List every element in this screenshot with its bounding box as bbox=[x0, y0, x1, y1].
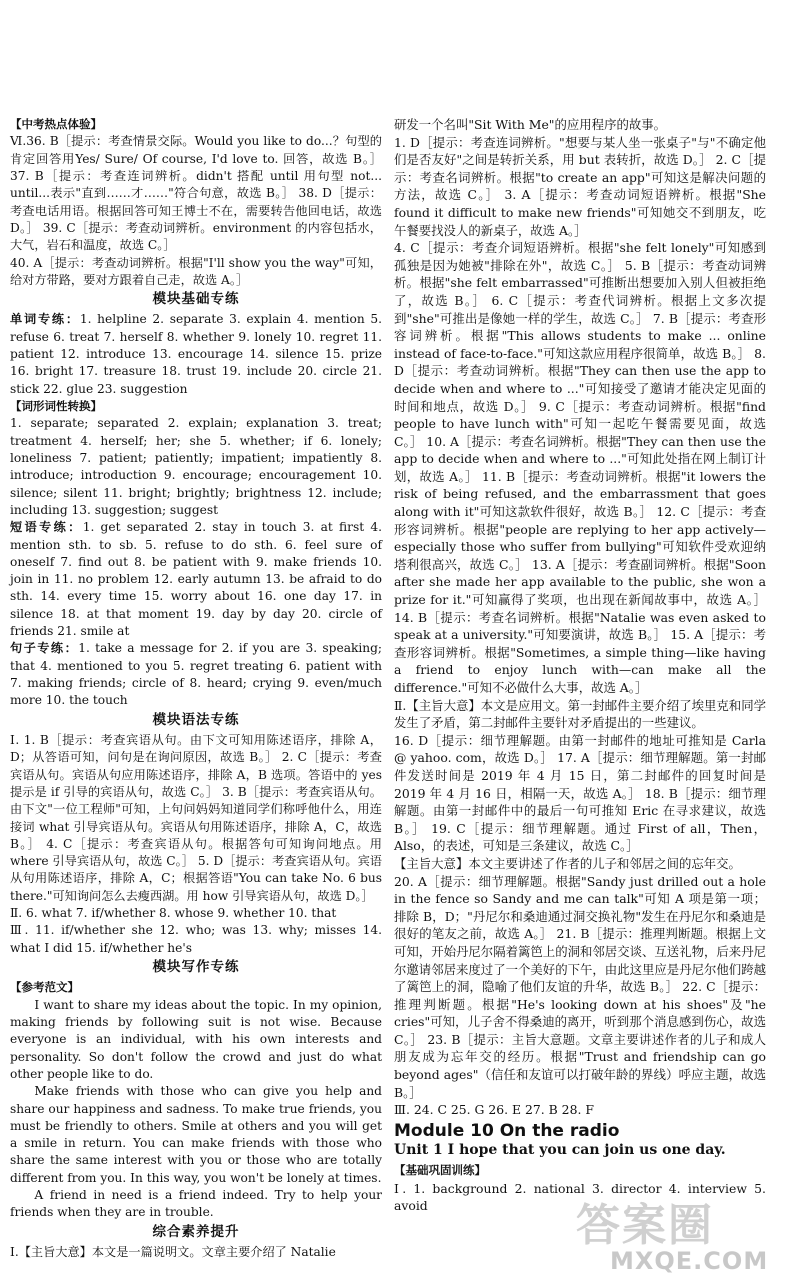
cloze-answers-1: 1. D［提示：考查连词辨析。"想要与某人坐一张桌子"与"不确定他们是否友好"之间是转折关系，用 but 表转折，故选 D。］ 2. C［提示：考查名词辨析。根据"to create an app"可知这是解决问题的方法，故选 C。］ 3. A［提示：考查动词短语辨析。根据"She found it difficult to make new friends"可知她交不到朋友，吃午餐要找没人的新桌子，故选 A。］ bbox=[394, 134, 766, 238]
reading-3-summary: 【主旨大意】本文主要讲述了作者的儿子和邻居之间的忘年交。 bbox=[394, 855, 741, 871]
hot-topic-tag: 【中考热点体验】 bbox=[10, 117, 102, 131]
watermark-text: 答案圈 bbox=[576, 1200, 714, 1251]
passage-summary-continued: 研发一个名叫"Sit With Me"的应用程序的故事。 bbox=[394, 117, 667, 132]
section-writing-title: 模块写作专练 bbox=[152, 959, 240, 975]
watermark-url: MXQE.COM bbox=[610, 1247, 769, 1275]
grammar-part-3: Ⅲ. 11. if/whether she 12. who; was 13. why; misses 14. what I did 15. if/whether he's bbox=[10, 923, 382, 955]
cloze-answers-2: 4. C［提示：考查介词短语辨析。根据"she felt lonely"可知感到孤独是因为她被"排除在外"，故选 C。］ 5. B［提示：考查动词辨析。根据"she felt embarrassed"可推断出想要加入别人但被拒绝了，故选 B。］ 6. C［提示：考查代词辨析。根据上文多次提到"she"可推出是像她一样的学生，故选 C。］ 7. B［提示：考查形容词辨析。根据"This allows students to make ... online instead of face-to-face."可知这款应用程序很简单，故选 B。］ 8. D［提示：考查动词辨析。根据"They can then use the app to decide when and where to ..."可知接受了邀请才能决定见面的时间和地点，故选 D。］ 9. C［提示：考查动词辨析。根据"find people to have lunch with"可知一起吃午餐需要见面，故选 C。］ 10. A［提示：考查名词辨析。根据"They can then use the app to decide when and where to ..."可知此处指在网上制订计划，故选 A。］ 11. B［提示：考查动词辨析。根据"it lowers the risk of being refused, and the embarrassment that goes along with it"可知这款软件很好，故选 B。］ 12. C［提示：考查形容词辨析。根据"people are replying to her app actively—especially those who suffer from bullying"可知软件受欢迎纳塔利很高兴，故选 C。］ 13. A［提示：考查副词辨析。根据"Soon after she made her app available to the public, she won a prize for it."可知赢得了奖项，也出现在新闻故事中，故选 A。］ 14. B［提示：考查名词辨析。根据"Natalie was even asked to speak at a university."可知要演讲，故选 B。］ 15. A［提示：考查形容词辨析。根据"Sometimes, a simple thing—like having a friend to enjoy lunch with—can make all the difference."可知不必做什么大事，故选 A。］ bbox=[394, 240, 766, 695]
unit-heading: Unit 1 I hope that you can join us one day. bbox=[394, 1142, 726, 1159]
basic-training-answers: Ⅰ. 1. background 2. national 3. director 4. interview 5. avoid bbox=[394, 1180, 766, 1214]
reading-2-answers: 16. D［提示：细节理解题。由第一封邮件的地址可推知是 Carla @ yahoo. com，故选 D。］ 17. A［提示：细节理解题。第一封邮件发送时间是 2019 年 4 月 15 日，第二封邮件的回复时间是 2019 年 4 月 16 日，相隔一天，故选 A。］ 18. B［提示：细节理解题。由第一封邮件中的最后一句可推知 Eric 在寻求建议，故选 B。］ 19. C［提示：细节理解题。通过 First of all，Then，Also，的表述，可知是三条建议，故选 C。］ bbox=[394, 732, 766, 854]
section-grammar-title: 模块语法专练 bbox=[152, 711, 240, 728]
sentence-practice-answers: 1. take a message for 2. if you are 3. speaking; that 4. mentioned to you 5. regret treating 6. patient with 7. making friends; circle of 8. heard; crying 9. even/much more 10. the touch bbox=[10, 641, 383, 708]
hot-answers-2: 40. A［提示：考查动词辨析。根据"I'll show you the way"可知，给对方带路，要对方跟着自己走，故选 A。］ bbox=[10, 255, 382, 287]
word-form-answers: 1. separate; separated 2. explain; explanation 3. treat; treatment 4. herself; her; she 5. whether; if 6. lonely; loneliness 7. patient; patiently; impatient; impatiently 8. introduce; introduction 9. encourage; encouragement 10. silence; silent 11. bright; brightly; brightness 12. include; including 13. suggestion; suggest bbox=[10, 416, 382, 517]
essay-paragraph-1: I want to share my ideas about the topic. In my opinion, making friends by following suit is not wise. Because everyone is an individual, with his own interests and personality. So don't follow the crowd and just do what other people like to do. bbox=[10, 997, 382, 1081]
module-heading: Module 10 On the radio bbox=[394, 1120, 620, 1141]
essay-paragraph-3: A friend in need is a friend indeed. Try to help your friends when they are in trouble. bbox=[10, 1188, 382, 1220]
reading-2-summary: Ⅱ.【主旨大意】本文是应用文。第一封邮件主要介绍了埃里克和同学发生了矛盾，第二封邮件主要针对矛盾提出的一些建议。 bbox=[394, 697, 766, 731]
reading-3-answers: 20. A［提示：细节理解题。根据"Sandy just drilled out a hole in the fence so Sandy and me can talk"可知 A 项是第一项；排除 B，D；"丹尼尔和桑迪通过洞交换礼物"发生在丹尼尔和桑迪是很好的笔友之前，故选 A。］ 21. B［提示：推理判断题。根据上文可知，开始丹尼尔隔着篱笆上的洞和邻居交谈、互送礼物，后来丹尼尔邀请邻居来度过了一个美好的下午，由此这里应是丹尼尔他们跨越了篱笆上的洞，隐喻了他们友谊的升华，故选 B。］ 22. C［提示：推理判断题。根据"He's looking down at his shoes"及"he cries"可知，儿子舍不得桑迪的离开，听到那个消息感到伤心，故选 C。］ 23. B［提示：主旨大意题。文章主要讲述作者的儿子和成人朋友成为忘年交的经历。根据"Trust and friendship can go beyond ages"（信任和友谊可以打破年龄的界线）呼应主题，故选 B。］ bbox=[394, 873, 766, 1100]
grammar-part-2: Ⅱ. 6. what 7. if/whether 8. whose 9. whether 10. that bbox=[10, 906, 337, 921]
left-column bbox=[10, 116, 382, 1261]
hot-answers-1: Ⅵ.36. B［提示：考查情景交际。Would you like to do...？句型的肯定回答用Yes/ Sure/ Of course, I'd love to. 回答，故选 B。］ 37. B［提示：考查连词辨析。didn't 搭配 until 用句型 not... until...表示"直到……才……"符合句意，故选 B。］ 38. D［提示：考查电话用语。根据回答可知王博士不在，需要转告他回电话，故选 D。］ 39. C［提示：考查动词辨析。environment 的内容包括水，大气，岩石和温度，故选 C。］ bbox=[10, 134, 382, 253]
phrase-practice bbox=[10, 519, 382, 640]
word-practice-answers: 1. helpline 2. separate 3. explain 4. mention 5. refuse 6. treat 7. herself 8. whether 9. lonely 10. regret 11. patient 12. introduce 13. encourage 14. silence 15. prize 16. bright 17. treasure 18. trust 19. include 20. circle 21. stick 22. glue 23. suggestion bbox=[10, 312, 383, 396]
section-comprehensive-title: 综合素养提升 bbox=[152, 1223, 240, 1240]
model-essay-tag: 【参考范文】 bbox=[10, 980, 79, 995]
phrase-practice-label: 短语专练： bbox=[10, 520, 83, 535]
watermark-logo bbox=[576, 1189, 786, 1275]
essay-paragraph-2: Make friends with those who can give you help and share our happiness and sadness. To make true friends, you must be friendly to others. Smile at others and you will get a smile in return. You can make friends with those who share the same interest with you or those who are totally different from you. In this way, you won't be lonely at times. bbox=[10, 1084, 382, 1185]
reading-4-answers: Ⅲ. 24. C 25. G 26. E 27. B 28. F bbox=[394, 1102, 594, 1118]
basic-training-tag: 【基础巩固训练】 bbox=[394, 1163, 486, 1178]
sentence-practice bbox=[10, 640, 382, 709]
word-practice-label: 单词专练： bbox=[10, 312, 80, 327]
grammar-part-1: Ⅰ. 1. B［提示：考查宾语从句。由下文可知用陈述语序，排除 A，D；从答语可知，问句是在询问原因，故选 B。］ 2. C［提示：考查宾语从句。宾语从句应用陈述语序，排除 A，B 选项。答语中的 yes 提示是 if 引导的宾语从句，故选 C。］ 3. B［提示：考查宾语从句。由下文"一位工程师"可知，上句问妈妈知道同学们称呼他什么，用连接词 what 引导宾语从句。宾语从句用陈述语序，排除 A，C，故选 B。］ 4. C［提示：考查宾语从句。根据答句可知询问地点。用 where 引导宾语从句，故选 C。］ 5. D［提示：考查宾语从句。宾语从句用陈述语序，排除 A，C；根据答语"You can take No. 6 bus there."可知询问怎么去瘦西湖。用 how 引导宾语从句，故选 D。］ bbox=[10, 732, 382, 903]
word-form-tag: 【词形词性转换】 bbox=[10, 399, 102, 413]
phrase-practice-answers: 1. get separated 2. stay in touch 3. at first 4. mention sth. to sb. 5. refuse to do sth. 6. feel sure of oneself 7. find out 8. be patient with 9. make friends 10. join in 11. no problem 12. early autumn 13. be afraid to do sth. 14. every time 15. worry about 16. one day 17. in silence 18. at that moment 19. day by day 20. circle of friends 21. smile at bbox=[10, 520, 382, 639]
section-basic-title: 模块基础专练 bbox=[152, 291, 240, 308]
right-column bbox=[394, 116, 766, 1215]
sentence-practice-label: 句子专练： bbox=[10, 641, 79, 656]
word-practice bbox=[10, 311, 382, 398]
comprehensive-part-1: Ⅰ.【主旨大意】本文是一篇说明文。文章主要介绍了 Natalie bbox=[10, 1245, 336, 1259]
